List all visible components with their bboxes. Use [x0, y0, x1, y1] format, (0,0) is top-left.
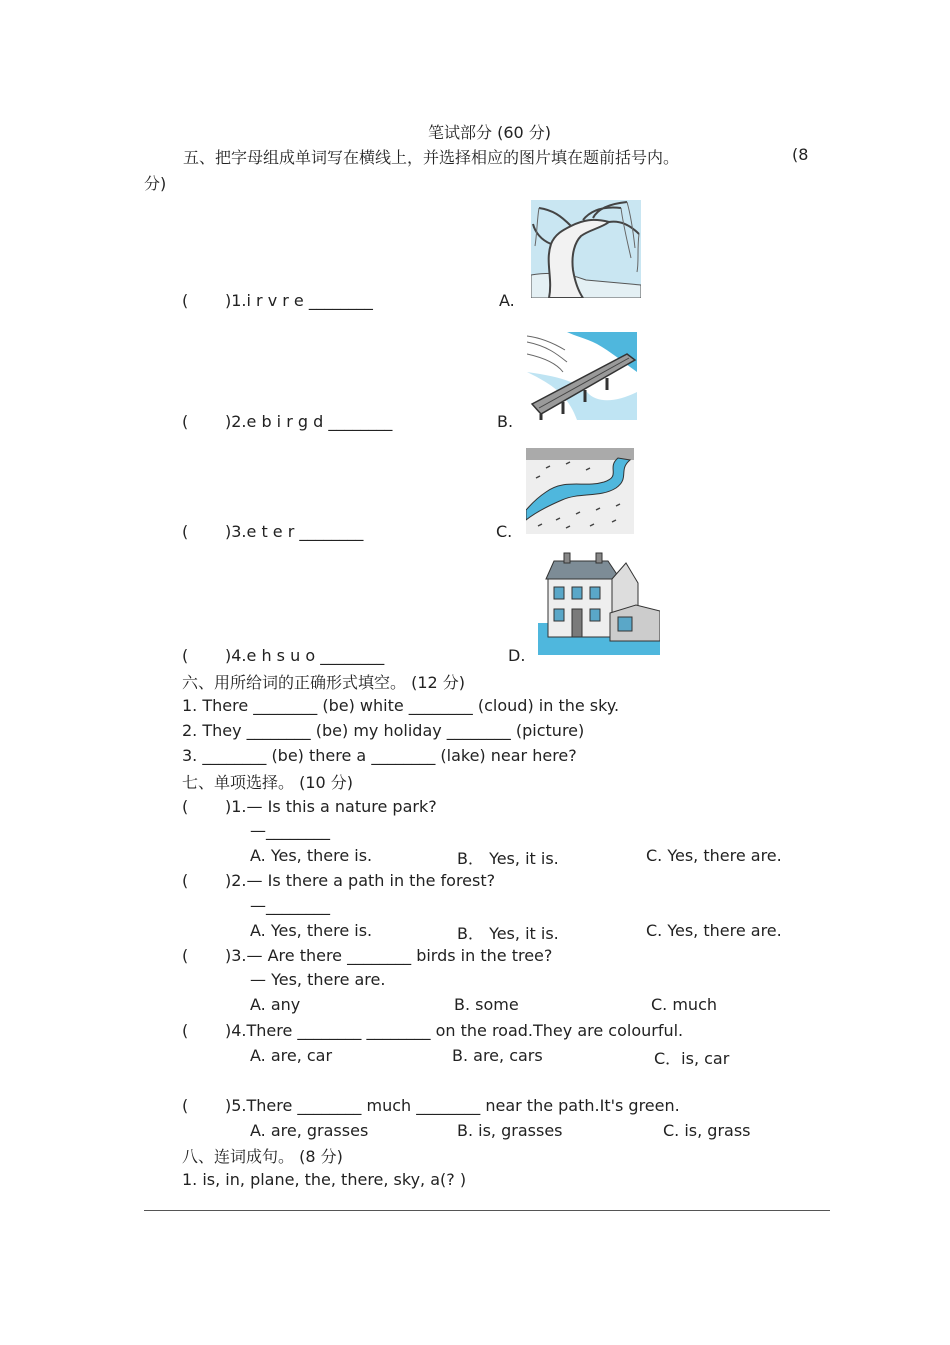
- s5-option-a: A.: [499, 291, 515, 310]
- s7-q3-option-b: B. some: [454, 995, 519, 1014]
- s7-q5-option-c: C. is, grass: [663, 1121, 751, 1140]
- s5-item-4: )4.e h s u o ________: [225, 646, 385, 665]
- s7-q3-paren: (: [182, 946, 189, 965]
- s7-q1-paren: (: [182, 797, 189, 816]
- section-6-heading: 六、用所给词的正确形式填空。 (12 分): [182, 673, 466, 692]
- s7-q5-option-a: A. are, grasses: [250, 1121, 369, 1140]
- s7-q1-option-c: C. Yes, there are.: [646, 846, 782, 865]
- s7-q2-answer: —________: [250, 896, 330, 915]
- s7-q1-answer: —________: [250, 821, 330, 840]
- s5-item-2: )2.e b i r g d ________: [225, 412, 393, 431]
- s8-line-1: 1. is, in, plane, the, there, sky, a(? ): [182, 1170, 467, 1189]
- s7-q3-answer: — Yes, there are.: [250, 970, 386, 989]
- s7-q2-paren: (: [182, 871, 189, 890]
- s5-item-2-paren: (: [182, 412, 189, 431]
- s6-line-2: 2. They ________ (be) my holiday ________ (picture): [182, 721, 585, 740]
- s5-option-c: C.: [496, 522, 513, 541]
- s5-item-3-paren: (: [182, 522, 189, 541]
- s7-q4-paren: (: [182, 1021, 189, 1040]
- s7-q5-option-b: B. is, grasses: [457, 1121, 563, 1140]
- s7-q5-paren: (: [182, 1096, 189, 1115]
- s7-q4-option-c: C．is, car: [654, 1049, 730, 1068]
- s7-q1-option-a: A. Yes, there is.: [250, 846, 373, 865]
- s7-q4-option-b: B. are, cars: [452, 1046, 543, 1065]
- s6-line-1: 1. There ________ (be) white ________ (cloud) in the sky.: [182, 696, 620, 715]
- section-5-points-unit: 分): [144, 174, 167, 193]
- section-8-heading: 八、连词成句。 (8 分): [182, 1147, 343, 1166]
- s7-q4: )4.There ________ ________ on the road.They are colourful.: [225, 1021, 684, 1040]
- s7-q2-option-c: C. Yes, there are.: [646, 921, 782, 940]
- picture-tree: [531, 200, 641, 298]
- s7-q2-option-b: B． Yes, it is.: [457, 924, 559, 943]
- s5-item-1-paren: (: [182, 291, 189, 310]
- s7-q4-option-a: A. are, car: [250, 1046, 333, 1065]
- picture-house: [538, 549, 660, 655]
- section-5-heading: 五、把字母组成单词写在横线上，并选择相应的图片填在题前括号内。: [183, 148, 680, 167]
- s7-q1-option-b: B． Yes, it is.: [457, 849, 559, 868]
- s7-q2-option-a: A. Yes, there is.: [250, 921, 373, 940]
- s7-q1: )1.— Is this a nature park?: [225, 797, 437, 816]
- section-5-points: (8: [792, 145, 809, 164]
- s6-line-3: 3. ________ (be) there a ________ (lake) near here?: [182, 746, 577, 765]
- picture-bridge: [527, 332, 637, 420]
- answer-line: [144, 1210, 830, 1211]
- s5-option-d: D.: [508, 646, 526, 665]
- s7-q3-option-a: A. any: [250, 995, 301, 1014]
- picture-river: [526, 448, 634, 534]
- page-title: 笔试部分 (60 分): [428, 123, 552, 142]
- s7-q3-option-c: C. much: [651, 995, 718, 1014]
- section-7-heading: 七、单项选择。 (10 分): [182, 773, 354, 792]
- s5-item-4-paren: (: [182, 646, 189, 665]
- s7-q2: )2.— Is there a path in the forest?: [225, 871, 496, 890]
- s5-item-1: )1.i r v r e ________: [225, 291, 373, 310]
- s7-q3: )3.— Are there ________ birds in the tree?: [225, 946, 553, 965]
- s5-item-3: )3.e t e r ________: [225, 522, 364, 541]
- s7-q5: )5.There ________ much ________ near the path.It's green.: [225, 1096, 680, 1115]
- s5-option-b: B.: [497, 412, 514, 431]
